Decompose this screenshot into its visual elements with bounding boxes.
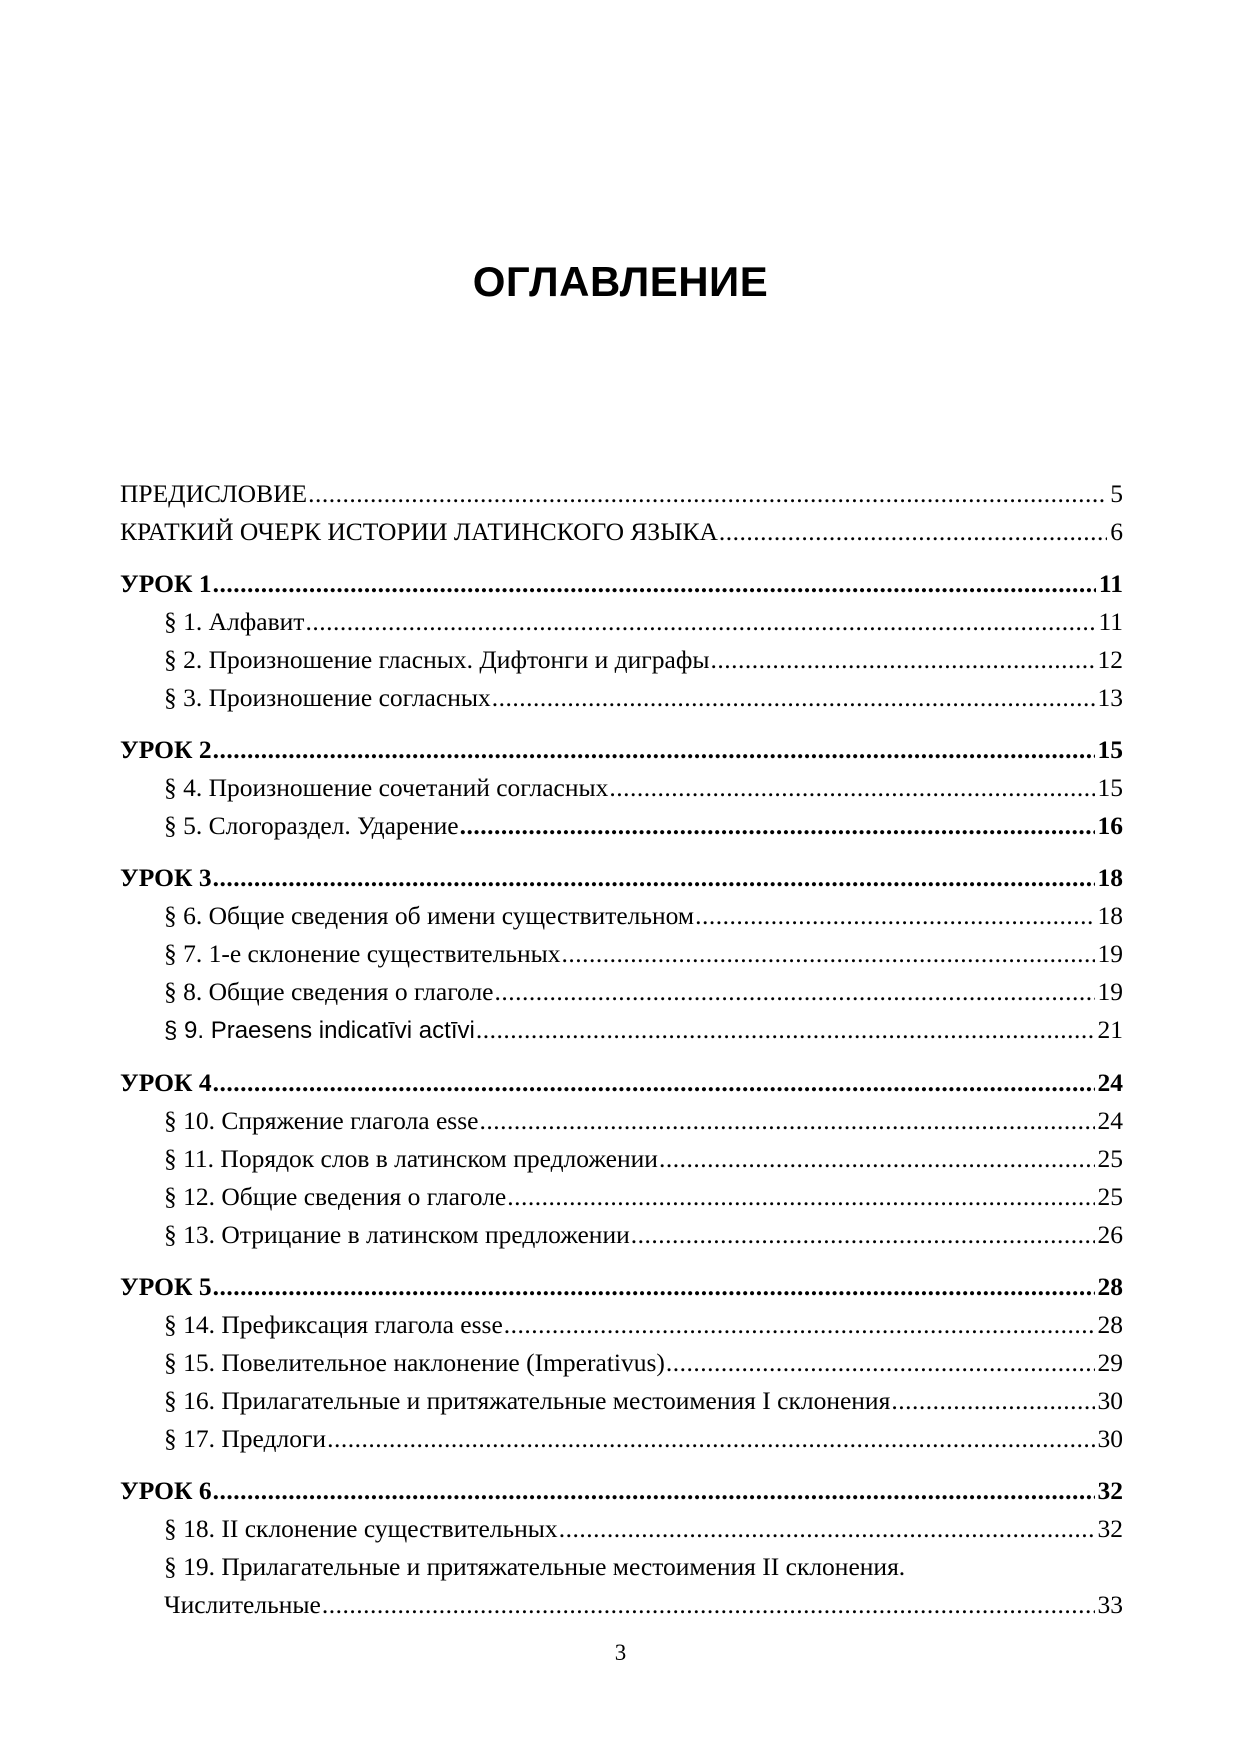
toc-label: § 2. Произношение гласных. Дифтонги и диграфы	[164, 645, 710, 674]
toc-section[interactable]	[120, 1102, 1123, 1140]
toc-label: § 14. Префиксация глагола esse	[164, 1310, 503, 1339]
toc-label: УРОК 5	[120, 1272, 212, 1301]
toc-page: 33	[1097, 1590, 1123, 1619]
toc-page: 6	[1110, 517, 1123, 546]
toc-section[interactable]	[120, 1382, 1123, 1420]
leader-dots	[213, 1268, 1095, 1306]
toc-label: § 11. Порядок слов в латинском предложении	[164, 1144, 658, 1173]
leader-dots	[559, 1510, 1095, 1548]
page-number: 3	[614, 1640, 627, 1665]
leader-dots	[213, 1064, 1095, 1102]
leader-dots	[213, 565, 1096, 603]
toc-label: § 8. Общие сведения о глаголе	[164, 977, 494, 1006]
toc-page: 25	[1097, 1182, 1123, 1211]
toc-page: 24	[1097, 1068, 1123, 1097]
toc-entry-history[interactable]	[120, 513, 1123, 551]
toc-page: 16	[1097, 811, 1123, 840]
toc-label: § 9. Praesens indicatīvi actīvi	[164, 1017, 475, 1044]
leader-dots	[460, 807, 1095, 845]
toc-page: 32	[1097, 1514, 1123, 1543]
leader-dots	[659, 1140, 1095, 1178]
toc-lesson-6[interactable]	[120, 1472, 1123, 1510]
toc-section[interactable]	[120, 1306, 1123, 1344]
toc-section[interactable]	[120, 1420, 1123, 1458]
toc-label: § 5. Слогораздел. Ударение	[164, 811, 459, 840]
toc-label: § 16. Прилагательные и притяжательные местоимения I склонения	[164, 1386, 891, 1415]
leader-dots	[476, 1011, 1095, 1049]
leader-dots	[322, 1586, 1095, 1624]
toc-label: § 4. Произношение сочетаний согласных	[164, 773, 609, 802]
toc-lesson-2[interactable]	[120, 731, 1123, 769]
toc-label: КРАТКИЙ ОЧЕРК ИСТОРИИ ЛАТИНСКОГО ЯЗЫКА	[120, 517, 718, 546]
page-title: ОГЛАВЛЕНИЕ	[472, 258, 769, 305]
toc-page: 15	[1097, 735, 1123, 764]
table-of-contents	[120, 475, 1123, 1624]
toc-page: 18	[1097, 901, 1123, 930]
toc-page: 15	[1097, 773, 1123, 802]
toc-label: § 10. Спряжение глагола esse	[164, 1106, 479, 1135]
leader-dots	[213, 1472, 1095, 1510]
toc-label: § 3. Произношение согласных	[164, 683, 491, 712]
toc-section[interactable]	[120, 769, 1123, 807]
toc-page: 18	[1097, 863, 1123, 892]
toc-label: § 1. Алфавит	[164, 607, 305, 636]
toc-label: УРОК 2	[120, 735, 212, 764]
toc-page: 19	[1097, 977, 1123, 1006]
leader-dots	[719, 513, 1107, 551]
leader-dots	[504, 1306, 1095, 1344]
toc-page: 11	[1098, 569, 1123, 598]
toc-label: § 17. Предлоги	[164, 1424, 327, 1453]
toc-section[interactable]	[120, 1178, 1123, 1216]
leader-dots	[562, 935, 1095, 973]
leader-dots	[492, 679, 1095, 717]
leader-dots	[327, 1420, 1094, 1458]
toc-lesson-5[interactable]	[120, 1268, 1123, 1306]
leader-dots	[507, 1178, 1094, 1216]
toc-section[interactable]	[120, 807, 1123, 845]
toc-section[interactable]	[120, 1510, 1123, 1548]
toc-page: 25	[1097, 1144, 1123, 1173]
leader-dots	[631, 1216, 1095, 1254]
toc-label: § 18. II склонение существительных	[164, 1514, 558, 1543]
toc-page: 5	[1110, 479, 1123, 508]
toc-label: УРОК 4	[120, 1068, 212, 1097]
leader-dots	[695, 897, 1094, 935]
toc-page: 26	[1097, 1220, 1123, 1249]
toc-section[interactable]	[120, 1216, 1123, 1254]
toc-page: 30	[1097, 1424, 1123, 1453]
toc-section[interactable]	[120, 1140, 1123, 1178]
toc-label: УРОК 1	[120, 569, 212, 598]
toc-page: 32	[1097, 1476, 1123, 1505]
toc-section[interactable]	[120, 973, 1123, 1011]
toc-section[interactable]	[120, 1011, 1123, 1050]
toc-page: 21	[1097, 1015, 1123, 1044]
toc-entry-preface[interactable]	[120, 475, 1123, 513]
leader-dots	[666, 1344, 1095, 1382]
toc-page: 11	[1098, 607, 1123, 636]
toc-lesson-3[interactable]	[120, 859, 1123, 897]
toc-section[interactable]	[120, 641, 1123, 679]
leader-dots	[494, 973, 1094, 1011]
toc-page: 13	[1097, 683, 1123, 712]
leader-dots	[891, 1382, 1094, 1420]
toc-label: УРОК 3	[120, 863, 212, 892]
toc-label: § 12. Общие сведения о глаголе	[164, 1182, 507, 1211]
toc-label: § 6. Общие сведения об имени существительном	[164, 901, 695, 930]
leader-dots	[609, 769, 1094, 807]
toc-page: 12	[1097, 645, 1123, 674]
toc-section[interactable]	[120, 679, 1123, 717]
toc-section[interactable]	[120, 1344, 1123, 1382]
leader-dots	[308, 475, 1107, 513]
toc-page: 19	[1097, 939, 1123, 968]
toc-page: 28	[1097, 1310, 1123, 1339]
leader-dots	[710, 641, 1094, 679]
toc-page: 28	[1097, 1272, 1123, 1301]
toc-section-first-line[interactable]: § 19. Прилагательные и притяжательные местоимения II склонения.	[164, 1552, 906, 1581]
toc-page: 24	[1097, 1106, 1123, 1135]
toc-section[interactable]	[120, 935, 1123, 973]
toc-lesson-1[interactable]	[120, 565, 1123, 603]
toc-label: § 15. Повелительное наклонение (Imperativus)	[164, 1348, 665, 1377]
toc-label: УРОК 6	[120, 1476, 212, 1505]
toc-label: ПРЕДИСЛОВИЕ	[120, 479, 308, 508]
toc-page: 29	[1097, 1348, 1123, 1377]
leader-dots	[213, 731, 1095, 769]
toc-label: § 7. 1-е склонение существительных	[164, 939, 561, 968]
toc-label: § 13. Отрицание в латинском предложении	[164, 1220, 630, 1249]
toc-section-continuation[interactable]	[120, 1586, 1123, 1624]
toc-page: 30	[1097, 1386, 1123, 1415]
toc-section[interactable]	[120, 897, 1123, 935]
toc-label: Числительные	[164, 1590, 321, 1619]
toc-lesson-4[interactable]	[120, 1064, 1123, 1102]
toc-section[interactable]	[120, 603, 1123, 641]
leader-dots	[479, 1102, 1094, 1140]
leader-dots	[213, 859, 1095, 897]
leader-dots	[305, 603, 1095, 641]
